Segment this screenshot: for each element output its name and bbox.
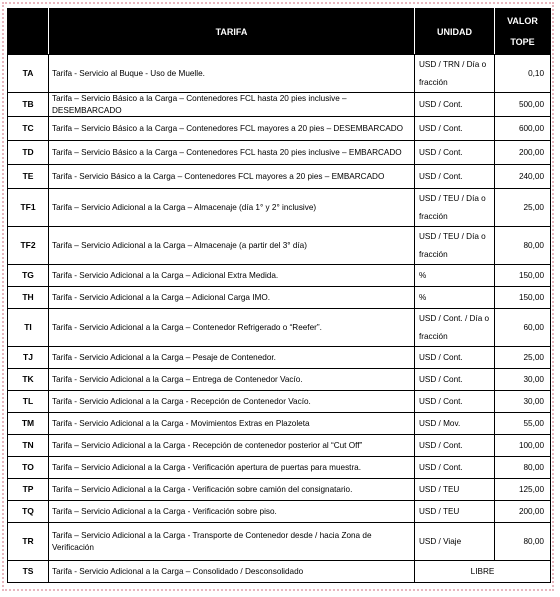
header-code (8, 9, 49, 55)
tariff-unit: USD / TEU / Día o fracción (415, 227, 495, 265)
tariff-description: Tarifa - Servicio Adicional a la Carga – Pesaje de Contenedor. (49, 347, 415, 369)
tariff-code: TB (8, 93, 49, 117)
tariff-code: TQ (8, 501, 49, 523)
tariff-value: 125,00 (495, 479, 551, 501)
table-row (8, 227, 551, 265)
tariff-code: TE (8, 165, 49, 189)
tariff-unit: % (415, 265, 495, 287)
table-row (8, 561, 551, 583)
tariff-description: Tarifa - Servicio al Buque - Uso de Muelle. (49, 55, 415, 93)
tariff-description: Tarifa – Servicio Básico a la Carga – Contenedores FCL hasta 20 pies inclusive – DESEMBARCADO (49, 93, 415, 117)
tariff-value: 0,10 (495, 55, 551, 93)
table-row (8, 391, 551, 413)
tariff-unit: USD / Cont. (415, 435, 495, 457)
tariff-value: 150,00 (495, 265, 551, 287)
tariff-description: Tarifa - Servicio Básico a la Carga – Contenedores FCL mayores a 20 pies – EMBARCADO (49, 165, 415, 189)
tariff-description: Tarifa – Servicio Adicional a la Carga - Verificación sobre piso. (49, 501, 415, 523)
tariff-description: Tarifa – Servicio Adicional a la Carga – Almacenaje (a partir del 3° día) (49, 227, 415, 265)
tariff-code: TC (8, 117, 49, 141)
tariff-code: TF2 (8, 227, 49, 265)
tariff-unit: USD / Viaje (415, 523, 495, 561)
tariff-code: TL (8, 391, 49, 413)
tariff-unit: USD / Cont. / Día o fracción (415, 309, 495, 347)
tariff-unit: USD / TEU / Día o fracción (415, 189, 495, 227)
tariff-value: 30,00 (495, 391, 551, 413)
tariff-value: 80,00 (495, 457, 551, 479)
tariff-value: 60,00 (495, 309, 551, 347)
table-row (8, 265, 551, 287)
table-header-row (8, 9, 551, 55)
tariff-unit: USD / Cont. (415, 391, 495, 413)
tariff-code: TI (8, 309, 49, 347)
tariff-unit: USD / TRN / Día o fracción (415, 55, 495, 93)
table-row (8, 165, 551, 189)
table-row (8, 347, 551, 369)
tariff-code: TO (8, 457, 49, 479)
tariff-unit: USD / TEU (415, 479, 495, 501)
tariff-code: TH (8, 287, 49, 309)
table-row (8, 117, 551, 141)
tariff-description: Tarifa - Servicio Adicional a la Carga – Consolidado / Desconsolidado (49, 561, 415, 583)
tariff-unit: USD / Cont. (415, 457, 495, 479)
tariff-value: 80,00 (495, 523, 551, 561)
tariff-description: Tarifa - Servicio Adicional a la Carga – Entrega de Contenedor Vacío. (49, 369, 415, 391)
tariff-code: TD (8, 141, 49, 165)
tariff-value: 150,00 (495, 287, 551, 309)
header-valor-tope (495, 9, 551, 55)
tariff-description: Tarifa - Servicio Adicional a la Carga - Movimientos Extras en Plazoleta (49, 413, 415, 435)
tariff-table (7, 8, 551, 583)
tariff-description: Tarifa – Servicio Adicional a la Carga - Recepción de contenedor posterior al “Cut Off” (49, 435, 415, 457)
tariff-description: Tarifa - Servicio Adicional a la Carga – Contenedor Refrigerado o “Reefer”. (49, 309, 415, 347)
tariff-unit: USD / Cont. (415, 141, 495, 165)
tariff-unit: USD / Cont. (415, 93, 495, 117)
header-valor-line1: VALOR (507, 15, 538, 26)
tariff-value: 55,00 (495, 413, 551, 435)
tariff-description: Tarifa – Servicio Adicional a la Carga - Transporte de Contenedor desde / hacia Zona de Verificación (49, 523, 415, 561)
tariff-description: Tarifa – Servicio Básico a la Carga – Contenedores FCL hasta 20 pies inclusive – EMBARCADO (49, 141, 415, 165)
table-row (8, 369, 551, 391)
tariff-unit: USD / Cont. (415, 369, 495, 391)
tariff-description: Tarifa – Servicio Adicional a la Carga – Almacenaje (día 1° y 2° inclusive) (49, 189, 415, 227)
tariff-description: Tarifa - Servicio Adicional a la Carga – Adicional Extra Medida. (49, 265, 415, 287)
tariff-unit: USD / TEU (415, 501, 495, 523)
tariff-description: Tarifa - Servicio Adicional a la Carga - Recepción de Contenedor Vacío. (49, 391, 415, 413)
header-unidad: UNIDAD (415, 9, 495, 55)
tariff-unit: USD / Cont. (415, 347, 495, 369)
tariff-value: 240,00 (495, 165, 551, 189)
header-tarifa: TARIFA (49, 9, 415, 55)
tariff-unit: % (415, 287, 495, 309)
tariff-code: TM (8, 413, 49, 435)
tariff-value: 80,00 (495, 227, 551, 265)
table-row (8, 287, 551, 309)
tariff-value: 200,00 (495, 141, 551, 165)
table-row (8, 309, 551, 347)
tariff-code: TR (8, 523, 49, 561)
tariff-code: TF1 (8, 189, 49, 227)
tariff-value: 100,00 (495, 435, 551, 457)
table-row (8, 55, 551, 93)
tariff-unit: USD / Cont. (415, 165, 495, 189)
tariff-description: Tarifa – Servicio Básico a la Carga – Contenedores FCL mayores a 20 pies – DESEMBARCADO (49, 117, 415, 141)
table-row (8, 523, 551, 561)
tariff-code: TJ (8, 347, 49, 369)
tariff-code: TN (8, 435, 49, 457)
tariff-value: 500,00 (495, 93, 551, 117)
tariff-code: TP (8, 479, 49, 501)
tariff-unit: USD / Mov. (415, 413, 495, 435)
table-row (8, 457, 551, 479)
tariff-description: Tarifa – Servicio Adicional a la Carga - Verificación apertura de puertas para muestra. (49, 457, 415, 479)
tariff-value: 25,00 (495, 189, 551, 227)
tariff-code: TS (8, 561, 49, 583)
tariff-description: Tarifa - Servicio Adicional a la Carga – Adicional Carga IMO. (49, 287, 415, 309)
table-row (8, 413, 551, 435)
tariff-value: 600,00 (495, 117, 551, 141)
tariff-description: Tarifa – Servicio Adicional a la Carga - Verificación sobre camión del consignatario. (49, 479, 415, 501)
tariff-code: TA (8, 55, 49, 93)
header-valor-line2: TOPE (510, 36, 535, 47)
tariff-code: TK (8, 369, 49, 391)
tariff-unit: USD / Cont. (415, 117, 495, 141)
tariff-value: 200,00 (495, 501, 551, 523)
table-row (8, 479, 551, 501)
table-row (8, 435, 551, 457)
tariff-value: 25,00 (495, 347, 551, 369)
table-row (8, 141, 551, 165)
table-row (8, 189, 551, 227)
table-row (8, 501, 551, 523)
tariff-value: 30,00 (495, 369, 551, 391)
table-row (8, 93, 551, 117)
tariff-code: TG (8, 265, 49, 287)
tariff-unit-value-merged: LIBRE (415, 561, 551, 583)
